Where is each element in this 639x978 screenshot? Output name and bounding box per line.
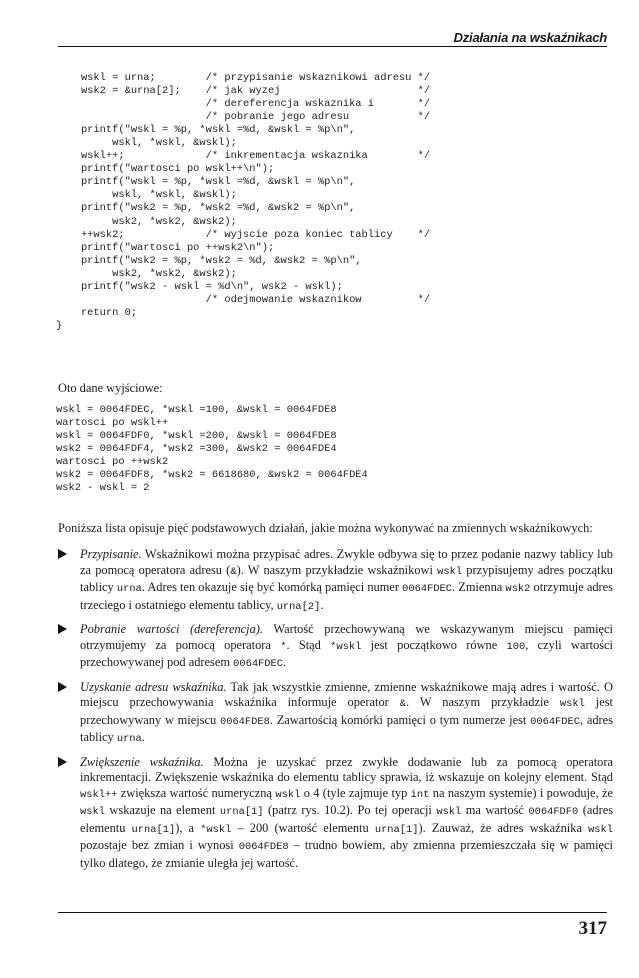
inline-code: int [410,788,430,801]
inline-code: 0064FDEC [530,715,580,728]
inline-code: *wskl [330,640,362,653]
inline-code: wskl [588,823,614,836]
term-label: Zwiększenie wskaźnika. [80,754,204,769]
list-intro [58,521,613,537]
output-intro-text: Oto dane wyjściowe: [58,381,163,395]
inline-code: wsk2 [505,583,531,595]
body-text: otrzymuje adres trzeciego i ostatniego elementu tablicy, [80,580,613,612]
body-text: . Stąd [286,637,331,652]
program-output: wskl = 0064FDEC, *wskl =100, &wskl = 0064FDE8 wartosci po wskl++ wskl = 0064FDF0, *wskl =200, &wskl = 0064FDE8 wsk2 = 0064FDF4, *wsk2 =300, &wsk2 = 0064FDE4 wartosci po ++wsk2 wsk2 = 0064FDF8, *wsk2 = 6618680, &wsk2 = 0064FDE4 wsk2 - wskl = 2 [56,404,368,495]
inline-code: urna [116,583,142,595]
body-text: Wartość przechowywaną we wskazywanym miejscu pamięci otrzymujemy za pomocą operatora [80,622,613,652]
operations-list [58,547,613,878]
code-listing: wskl = urna; /* przypisanie wskaznikowi adresu */ wsk2 = &urna[2]; /* jak wyzej */ /* dereferencja wskaznika i */ /* pobranie jego adresu */ printf("wskl = %p, *wskl =%d, &wskl = %p\n", wskl, *wskl, &wskl); wskl++; /* inkrementacja wskaznika */ printf("wartosci po wskl++\n"); printf("wskl = %p, *wskl =%d, &wskl = %p\n", wskl, *wskl, &wskl); printf("wsk2 = %p, *wsk2 =%d, &wsk2 = %p\n", wsk2, *wsk2, &wsk2); ++wsk2; /* wyjscie poza koniec tablicy */ printf("wartosci po ++wsk2\n"); printf("wsk2 = %p, *wsk2 = %d, &wsk2 = %p\n", wsk2, *wsk2, &wsk2); printf("wsk2 - wskl = %d\n", wsk2 - wskl); /* odejmowanie wskaznikow */ return 0; } [56,72,431,332]
body-text: , czyli wartości przechowywanej pod adresem [80,637,613,669]
term-label: Przypisanie. [80,547,142,561]
body-text: jest przechowywany w miejscu [80,695,613,727]
inline-code: 0064FDE8 [238,841,289,853]
inline-code: wskl [559,698,585,710]
inline-code: 0064FDEC [233,658,283,670]
body-text: pozostaje bez zmian i wynosi [80,838,239,852]
triangle-bullet-icon [58,757,67,767]
body-text: . Zmienna [452,580,506,594]
body-text: ). Zauważ, że adres wskaźnika [418,820,589,835]
body-text: – 200 (wartość elementu [231,820,375,835]
inline-code: wskl [436,806,462,818]
inline-code: * [280,640,287,653]
body-text: . W naszym przykładzie [406,695,560,709]
running-header [58,30,607,47]
triangle-bullet-icon [58,624,67,634]
list-item-address-of-pointer [58,680,613,748]
term-label: Pobranie wartości (dereferencja). [80,622,264,636]
body-text: przypisujemy adres początku tablicy [80,562,614,594]
body-text: jest początkowo równe [361,637,507,652]
inline-code: 100 [506,640,526,653]
inline-code: urna[1] [131,823,176,836]
body-text: . [283,655,287,669]
body-text: . Adres ten okazuje się być komórką pamięci numer [141,580,403,594]
inline-code: urna [116,733,142,745]
inline-code: *wskl [200,823,232,836]
inline-code: 0064FDF0 [528,806,579,818]
list-item-assignment [58,547,613,615]
list-item-dereference [58,622,613,673]
body-text: zwiększa wartość numeryczną [117,785,276,800]
inline-code: wskl [80,806,105,818]
inline-code: urna[2] [276,600,321,613]
body-text: ma wartość [461,803,529,817]
body-text: wskazuje na element [104,803,220,817]
inline-code: urna[1] [374,823,419,836]
body-text: (adres elementu [80,803,614,835]
inline-code: 0064FDE8 [219,715,270,728]
list-intro-text: Poniższa lista opisuje pięć podstawowych działań, jakie można wykonywać na zmiennych wskaźnikowych: [58,521,593,535]
body-text: Tak jak wszystkie zmienne, zmienne wskaźnikowe mają adres i wartość. O miejscu przechowywania wskaźnika informuje operator [80,679,613,709]
body-text: (patrz rys. 10.2). Po tej operacji [263,803,437,817]
body-text: Wskaźnikowi można przypisać adres. Zwykle odbywa się to przez podanie nazwy tablicy lub za pomocą operatora adresu ( [80,547,613,577]
body-text: ), a [175,820,201,835]
inline-code: 0064FDEC [402,583,453,595]
body-text: ). W naszym przykładzie wskaźnikowi [236,562,438,577]
triangle-bullet-icon [58,549,67,559]
inline-code: & [399,698,406,710]
body-text: na naszym systemie) i powoduje, że [429,785,614,800]
chapter-title: Działania na wskaźnikach [453,30,607,45]
body-text: . [141,730,145,744]
triangle-bullet-icon [58,682,67,692]
page-number: 317 [578,918,607,939]
body-text: o 4 (tyle zajmuje typ [300,785,411,800]
inline-code: urna[1] [219,806,264,818]
inline-code: wskl [275,788,301,801]
term-label: Uzyskanie adresu wskaźnika. [80,679,227,694]
list-item-increment [58,755,613,872]
body-text: Można je uzyskać przez zwykłe dodawanie lub za pomocą operatora inkrementacji. Zwiększenie wskaźnika do elementu tablicy sprawia, iż wskazuje on kolejny element. Stąd [80,754,613,784]
inline-code: wskl++ [80,788,118,801]
output-intro [58,381,613,397]
footer-rule [58,912,607,913]
body-text: . [320,597,324,612]
body-text: . Zawartością komórki pamięci o tym numerze jest [269,712,531,727]
inline-code: wskl [437,565,463,578]
inline-code: & [230,565,237,578]
body-text: , adres tablicy [80,712,613,744]
body-text: – trudno bowiem, aby zmienna przemieszczała się w pamięci tylko dlatego, że zmianie uległa jej wartość. [80,838,613,870]
